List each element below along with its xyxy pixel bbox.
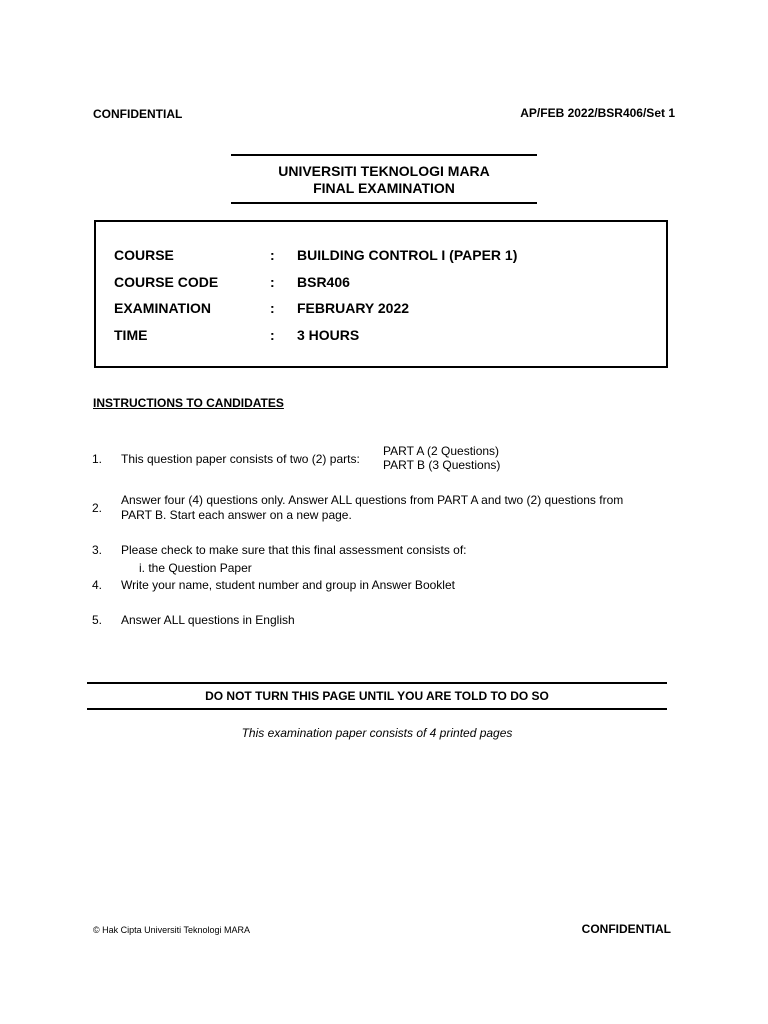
header-confidential-label: CONFIDENTIAL [93,107,183,121]
printed-pages-note: This examination paper consists of 4 printed pages [241,726,513,740]
instruction-2-line-2: PART B. Start each answer on a new page. [121,508,352,522]
instruction-4-text: Write your name, student number and group in Answer Booklet [121,578,455,592]
instructions-heading: INSTRUCTIONS TO CANDIDATES [93,396,284,410]
course-code-value: BSR406 [297,274,350,290]
course-code-colon: : [270,274,275,290]
university-name: UNIVERSITI TEKNOLOGI MARA [278,163,490,179]
instruction-1-parts [383,444,500,472]
instruction-5-text: Answer ALL questions in English [121,613,295,627]
examination-colon: : [270,300,275,316]
exam-title: FINAL EXAMINATION [313,180,455,196]
instruction-1-number: 1. [92,452,103,466]
instruction-2-line-1: Answer four (4) questions only. Answer ALL questions from PART A and two (2) questions from [121,493,624,507]
instruction-4-number: 4. [92,578,103,592]
part-b-label: PART B (3 Questions) [383,458,501,472]
do-not-turn-notice: DO NOT TURN THIS PAGE UNTIL YOU ARE TOLD TO DO SO [205,689,549,703]
notice-bottom-rule [87,708,667,710]
instruction-1-text: This question paper consists of two (2) parts: [121,452,360,466]
course-info-box [94,220,668,368]
footer-confidential-label: CONFIDENTIAL [581,922,671,936]
course-value: BUILDING CONTROL I (PAPER 1) [297,247,518,263]
instruction-2-text [121,493,623,523]
instruction-3-text: Please check to make sure that this final assessment consists of: [121,543,467,557]
notice-top-rule [87,682,667,684]
part-a-label: PART A (2 Questions) [383,444,500,458]
title-bottom-rule [231,202,537,204]
title-top-rule [231,154,537,156]
header-paper-code: AP/FEB 2022/BSR406/Set 1 [520,106,675,120]
instruction-2-number: 2. [92,501,103,515]
time-label: TIME [114,327,148,343]
examination-label: EXAMINATION [114,300,211,316]
course-colon: : [270,247,275,263]
course-code-label: COURSE CODE [114,274,219,290]
time-value: 3 HOURS [297,327,360,343]
course-label: COURSE [114,247,174,263]
time-colon: : [270,327,275,343]
instruction-3-subitem: i. the Question Paper [139,561,252,575]
examination-value: FEBRUARY 2022 [297,300,410,316]
instruction-3-number: 3. [92,543,103,557]
instruction-5-number: 5. [92,613,103,627]
footer-copyright: © Hak Cipta Universiti Teknologi MARA [93,925,251,935]
